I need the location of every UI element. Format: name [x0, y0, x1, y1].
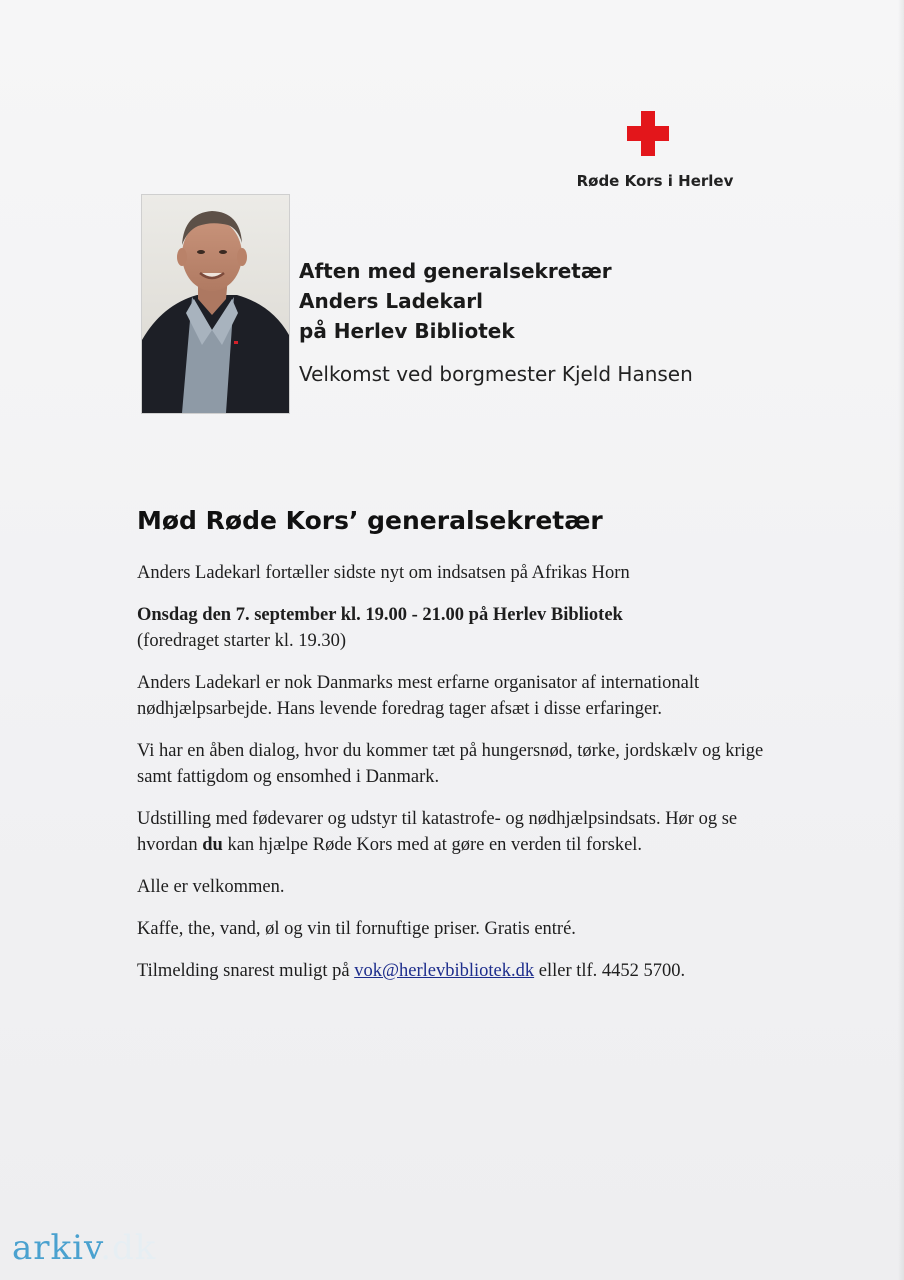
paragraph-experience: Anders Ladekarl er nok Danmarks mest erfarne organisator af internationalt nødhjælpsarbejde. Hans levende foredrag tager afsæt i disse erfaringer.: [137, 673, 700, 719]
paragraph-refreshments: Kaffe, the, vand, øl og vin til fornuftige priser. Gratis entré.: [137, 919, 576, 939]
red-cross-logo-icon: [627, 111, 669, 156]
date-paragraph: [137, 602, 787, 654]
emphasis-du: du: [202, 835, 223, 855]
exhibition-text: Udstilling med fødevarer og udstyr til katastrofe- og nødhjælpsindsats. Hør og se hvordan: [137, 809, 738, 855]
event-title-line: Aften med generalsekretær: [299, 259, 612, 283]
event-title-line: på Herlev Bibliotek: [299, 319, 515, 343]
arkiv-watermark: [12, 1228, 156, 1268]
signup-phone: eller tlf. 4452 5700.: [534, 961, 686, 981]
headline: Mød Røde Kors’ generalsekretær: [137, 506, 603, 535]
speaker-photo: [141, 194, 290, 414]
page-edge-shadow: [898, 0, 904, 1280]
paragraph-signup: [137, 958, 787, 984]
event-title: [299, 256, 739, 346]
email-link[interactable]: vok@herlevbibliotek.dk: [354, 961, 535, 981]
watermark-main: arkiv: [12, 1228, 101, 1268]
body-text: [137, 560, 787, 1000]
logo-text: Røde Kors i Herlev: [576, 172, 734, 190]
paragraph-exhibition: [137, 806, 787, 858]
paragraph-welcome-all: Alle er velkommen.: [137, 877, 285, 897]
signup-text: Tilmelding snarest muligt på: [137, 961, 355, 981]
event-title-line: Anders Ladekarl: [299, 289, 483, 313]
exhibition-text-end: kan hjælpe Røde Kors med at gøre en verden til forskel.: [222, 835, 643, 855]
date-note: (foredraget starter kl. 19.30): [137, 631, 347, 651]
date-line: Onsdag den 7. september kl. 19.00 - 21.00 på Herlev Bibliotek: [137, 605, 623, 625]
intro-paragraph: Anders Ladekarl fortæller sidste nyt om indsatsen på Afrikas Horn: [137, 563, 630, 583]
welcome-line: Velkomst ved borgmester Kjeld Hansen: [299, 362, 693, 386]
paragraph-dialog: Vi har en åben dialog, hvor du kommer tæt på hungersnød, tørke, jordskælv og krige samt fattigdom og ensomhed i Danmark.: [137, 741, 764, 787]
watermark-suffix: .dk: [100, 1228, 157, 1268]
